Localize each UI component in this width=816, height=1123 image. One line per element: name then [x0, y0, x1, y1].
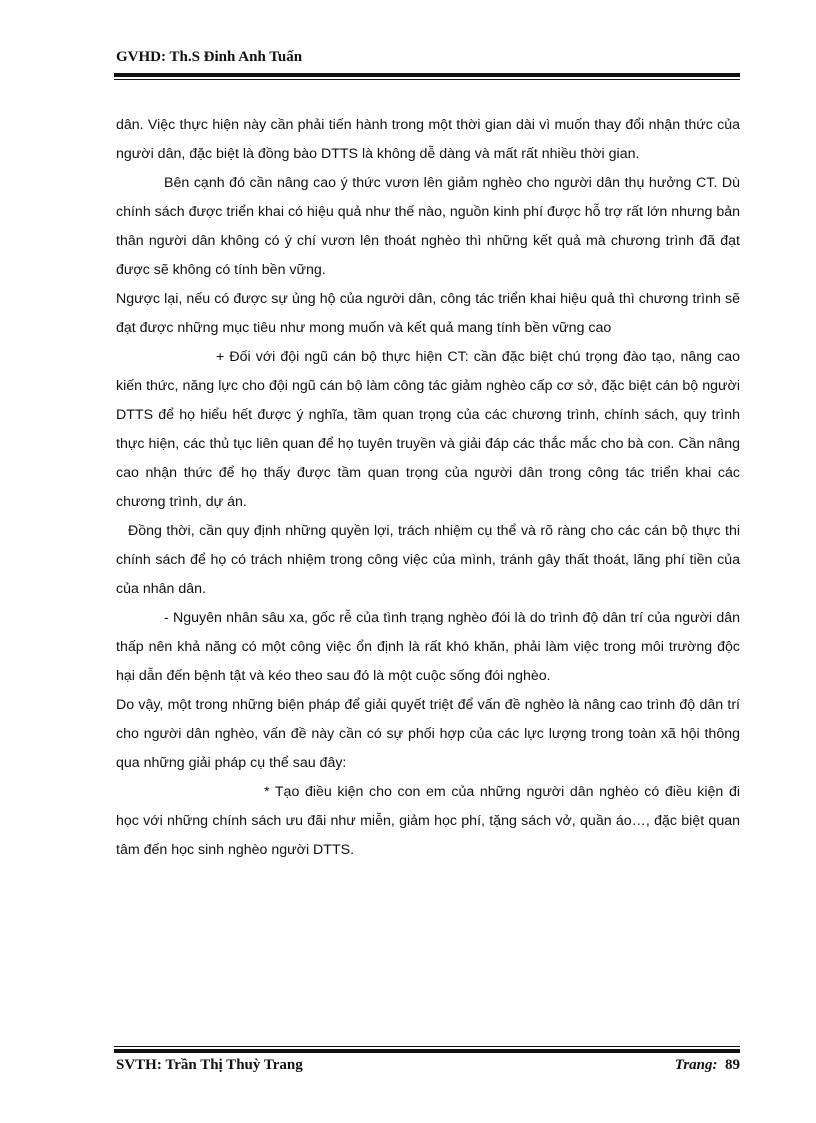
footer-divider-thick — [114, 1049, 740, 1053]
paragraph: dân. Việc thực hiện này cần phải tiến hành trong một thời gian dài vì muốn thay đổi nhận thức của người dân, đặc biệt là đồng bào DTTS là không dễ dàng và mất rất nhiều thời gian. — [116, 117, 740, 162]
footer-divider-thin — [114, 1046, 740, 1047]
body-text — [116, 111, 740, 865]
paragraph: * Tạo điều kiện cho con em của những người dân nghèo có điều kiện đi học với những chính sách ưu đãi như miễn, giảm học phí, tặng sách vở, quần áo…, đặc biệt quan tâm đến học sinh nghèo người DTTS. — [116, 784, 740, 858]
page-number: 89 — [725, 1057, 740, 1073]
page-indicator — [675, 1057, 740, 1074]
page-header — [116, 49, 740, 66]
paragraph: Đồng thời, cần quy định những quyền lợi, trách nhiệm cụ thể và rõ ràng cho các cán bộ thực thi chính sách để họ có trách nhiệm trong công việc của mình, tránh gây thất thoát, lãng phí tiền của của nhân dân. — [116, 523, 740, 597]
paragraph: Do vậy, một trong những biện pháp để giải quyết triệt để vấn đề nghèo là nâng cao trình độ dân trí cho người dân nghèo, vấn đề này cần có sự phối hợp của các lực lượng trong toàn xã hội thông qua những giải pháp cụ thể sau đây: — [116, 697, 740, 771]
paragraph: + Đối với đội ngũ cán bộ thực hiện CT: cần đặc biệt chú trọng đào tạo, nâng cao kiến thức, năng lực cho đội ngũ cán bộ làm công tác giảm nghèo cấp cơ sở, đặc biệt cán bộ người DTTS để họ hiểu hết được ý nghĩa, tầm quan trọng của các chương trình, chính sách, quy trình thực hiện, các thủ tục liên quan để họ tuyên truyền và giải đáp các thắc mắc cho bà con. Cần nâng cao nhận thức để họ thấy được tầm quan trọng của người dân trong công tác triển khai các chương trình, dự án. — [116, 349, 740, 510]
header-divider-thick — [114, 73, 740, 77]
paragraph: Bên cạnh đó cần nâng cao ý thức vươn lên giảm nghèo cho người dân thụ hưởng CT. Dù chính sách được triển khai có hiệu quả như thế nào, nguồn kinh phí được hỗ trợ rất lớn nhưng bản thân người dân không có ý chí vươn lên thoát nghèo thì những kết quả mà chương trình đã đạt được sẽ không có tính bền vững. — [116, 175, 740, 278]
header-divider-thin — [114, 79, 740, 80]
paragraph: - Nguyên nhân sâu xa, gốc rễ của tình trạng nghèo đói là do trình độ dân trí của người dân thấp nên khả năng có một công việc ổn định là rất khó khăn, phải làm việc trong môi trường độc hại dẫn đến bệnh tật và kéo theo sau đó là một cuộc sống đói nghèo. — [116, 610, 740, 684]
page-label: Trang: — [674, 1057, 718, 1073]
page-footer — [116, 1057, 740, 1074]
student-name: SVTH: Trần Thị Thuỳ Trang — [116, 1057, 303, 1073]
paragraph: Ngược lại, nếu có được sự ủng hộ của người dân, công tác triển khai hiệu quả thì chương trình sẽ đạt được những mục tiêu như mong muốn và kết quả mang tính bền vững cao — [116, 291, 740, 336]
advisor-name: GVHD: Th.S Đinh Anh Tuấn — [116, 49, 303, 65]
